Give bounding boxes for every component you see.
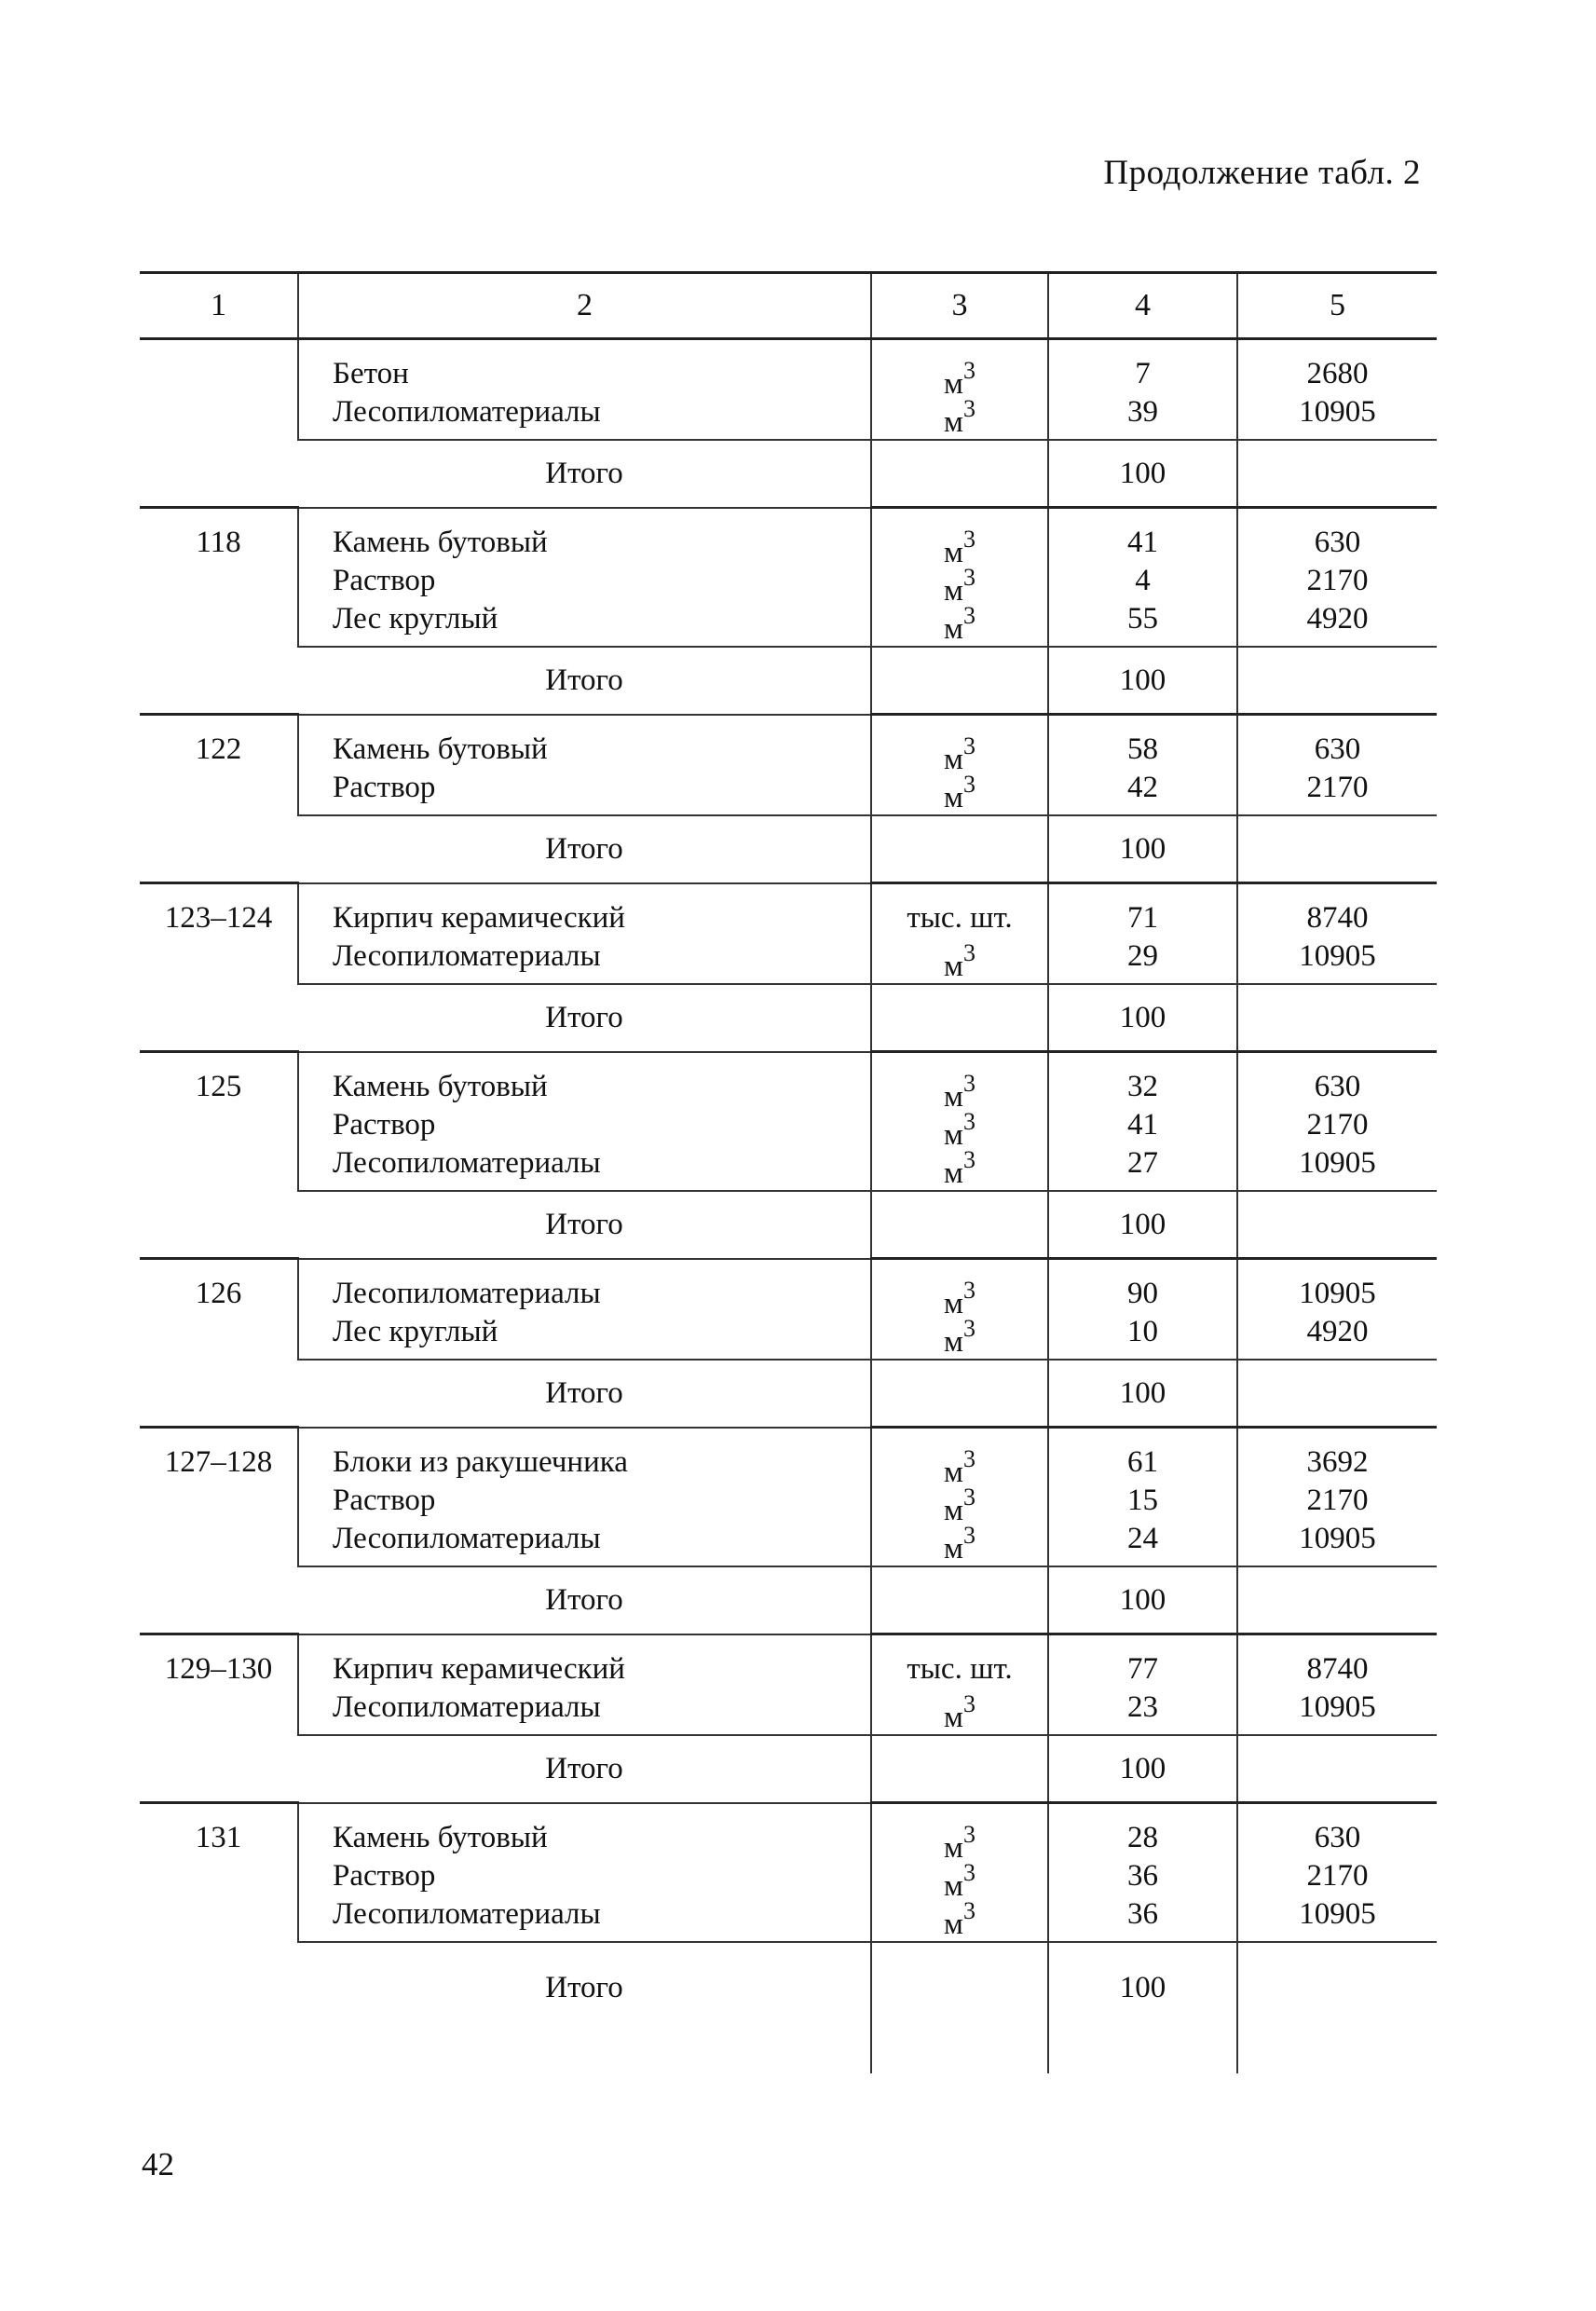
total-empty-cell: [1237, 1942, 1437, 2073]
unit-text: м: [944, 1532, 963, 1566]
material-name-cell: [298, 1634, 871, 1736]
share-value-cell: [1048, 1634, 1237, 1736]
total-empty-cell: [871, 1360, 1048, 1428]
material-name: Лесопиломатериалы: [333, 1896, 601, 1931]
group-number-text: 123–124: [164, 901, 273, 935]
share-value-cell: [1048, 339, 1237, 441]
material-name: Камень бутовый: [333, 1820, 548, 1854]
unit: [872, 1313, 1047, 1359]
material-name: Кирпич керамический: [333, 1651, 625, 1686]
total-empty-cell: [871, 647, 1048, 715]
material-name: Раствор: [333, 1107, 436, 1142]
group-number: [140, 339, 298, 508]
unit: [872, 524, 1047, 569]
share-value: 71: [1127, 901, 1158, 935]
total-empty-cell: [1237, 815, 1437, 883]
table-body: [140, 339, 1437, 2074]
unit: [872, 937, 1047, 983]
unit-exponent: 3: [962, 1277, 975, 1304]
total-value: 100: [1048, 1191, 1237, 1259]
unit-text: м: [944, 1831, 963, 1865]
material-name-cell: [298, 715, 871, 816]
unit-text: м: [944, 574, 963, 608]
price-value-cell: [1237, 1259, 1437, 1361]
group-items-row: [140, 1052, 1437, 1192]
material-name-cell: [298, 1428, 871, 1567]
price-value: 2170: [1306, 1859, 1369, 1893]
group-total-row: [140, 1942, 1437, 2073]
unit-exponent: 3: [962, 732, 975, 759]
material-name: Раствор: [333, 563, 436, 597]
unit-text: м: [944, 1494, 963, 1527]
price-value: 2170: [1306, 564, 1369, 597]
share-value: 32: [1127, 1070, 1158, 1103]
material-name: Камень бутовый: [333, 525, 548, 559]
group-items-row: [140, 508, 1437, 648]
unit-exponent: 3: [962, 1484, 975, 1511]
total-label: Итого: [545, 1971, 623, 2004]
group-number: [140, 1634, 298, 1803]
unit-text: м: [944, 1118, 963, 1152]
unit: [872, 562, 1047, 608]
unit-text: тыс. шт.: [907, 901, 1013, 935]
group-items-row: [140, 339, 1437, 441]
group-items-row: [140, 715, 1437, 816]
unit-text: м: [944, 367, 963, 401]
unit-exponent: 3: [962, 1445, 975, 1472]
price-value: 2170: [1306, 1484, 1369, 1517]
unit-text: м: [944, 1325, 963, 1359]
unit-text: м: [944, 950, 963, 983]
share-value: 4: [1135, 564, 1151, 597]
group-items-row: [140, 1803, 1437, 1943]
material-name: Бетон: [333, 357, 409, 390]
material-name: Лесопиломатериалы: [333, 1276, 601, 1310]
material-name: Лес круглый: [333, 1314, 498, 1348]
material-name: Лесопиломатериалы: [333, 1521, 601, 1555]
price-value-cell: [1237, 715, 1437, 816]
group-number: [140, 715, 298, 883]
material-name: Блоки из ракушечника: [333, 1444, 628, 1479]
unit-exponent: 3: [962, 526, 975, 553]
group-number: [140, 883, 298, 1052]
group-items-row: [140, 1259, 1437, 1361]
share-value: 10: [1127, 1315, 1158, 1348]
unit-text: тыс. шт.: [907, 1652, 1013, 1686]
price-value: 4920: [1306, 1315, 1369, 1348]
material-name: Камень бутовый: [333, 732, 548, 766]
total-empty-cell: [871, 1735, 1048, 1803]
group-total-row: [140, 440, 1437, 508]
price-value: 8740: [1306, 901, 1369, 935]
unit-cell: [871, 715, 1048, 816]
share-value: 23: [1127, 1690, 1158, 1724]
price-value-cell: [1237, 1052, 1437, 1192]
share-value-cell: [1048, 1052, 1237, 1192]
total-empty-cell: [1237, 984, 1437, 1052]
total-empty-cell: [871, 440, 1048, 508]
price-value: 10905: [1299, 1522, 1376, 1555]
unit: [872, 1106, 1047, 1152]
total-value: 100: [1048, 1566, 1237, 1634]
unit-text: м: [944, 781, 963, 814]
unit-cell: [871, 508, 1048, 648]
unit-cell: [871, 1259, 1048, 1361]
total-empty-cell: [1237, 647, 1437, 715]
unit: [872, 355, 1047, 401]
share-value: 29: [1127, 939, 1158, 973]
unit: [872, 1144, 1047, 1190]
material-name: Лесопиломатериалы: [333, 395, 601, 429]
group-number-text: 122: [195, 732, 242, 766]
total-label: Итого: [298, 440, 871, 508]
price-value-cell: [1237, 883, 1437, 985]
group-total-row: [140, 1360, 1437, 1428]
price-value: 3692: [1306, 1445, 1369, 1479]
price-value: 10905: [1299, 1277, 1376, 1310]
share-value-cell: [1048, 715, 1237, 816]
group-number-text: 129–130: [164, 1652, 273, 1686]
share-value: 7: [1135, 357, 1151, 390]
total-empty-cell: [871, 984, 1048, 1052]
price-value: 630: [1314, 526, 1361, 559]
price-value: 4920: [1306, 602, 1369, 636]
unit: [872, 1895, 1047, 1941]
unit-text: м: [944, 743, 963, 776]
unit-text: м: [944, 1080, 963, 1114]
total-label: Итого: [298, 1566, 871, 1634]
price-value: 2170: [1306, 771, 1369, 804]
share-value: 39: [1127, 395, 1158, 429]
group-number-text: 126: [195, 1277, 242, 1310]
share-value: 41: [1127, 526, 1158, 559]
material-name: Лес круглый: [333, 601, 498, 636]
table-caption: Продолжение табл. 2: [1103, 154, 1421, 192]
unit: [872, 1689, 1047, 1734]
share-value: 24: [1127, 1522, 1158, 1555]
share-value-cell: [1048, 1803, 1237, 1943]
group-number: [140, 1803, 298, 2074]
unit: [872, 1520, 1047, 1566]
material-name: Лесопиломатериалы: [333, 1689, 601, 1724]
table-header: [140, 273, 1437, 339]
total-empty-cell: [871, 815, 1048, 883]
material-name-cell: [298, 883, 871, 985]
unit: [872, 899, 1047, 937]
header-col-4: 4: [1048, 273, 1237, 339]
price-value: 2170: [1306, 1108, 1369, 1142]
group-number: [140, 1428, 298, 1634]
unit: [872, 1068, 1047, 1114]
unit-exponent: 3: [962, 1315, 975, 1342]
group-number-text: 125: [195, 1070, 242, 1103]
group-total-row: [140, 1191, 1437, 1259]
share-value: 28: [1127, 1821, 1158, 1854]
share-value: 27: [1127, 1146, 1158, 1180]
material-name-cell: [298, 508, 871, 648]
total-empty-cell: [871, 1191, 1048, 1259]
price-value-cell: [1237, 508, 1437, 648]
total-value: 100: [1048, 647, 1237, 715]
unit-text: м: [944, 1456, 963, 1489]
unit-exponent: 3: [962, 1821, 975, 1848]
unit: [872, 731, 1047, 776]
material-name: Раствор: [333, 1858, 436, 1893]
share-value: 36: [1127, 1859, 1158, 1893]
price-value-cell: [1237, 339, 1437, 441]
unit: [872, 1275, 1047, 1320]
group-items-row: [140, 883, 1437, 985]
unit-exponent: 3: [962, 1070, 975, 1097]
unit-exponent: 3: [962, 1522, 975, 1549]
unit-exponent: 3: [962, 564, 975, 591]
total-empty-cell: [1237, 1360, 1437, 1428]
header-col-2: 2: [298, 273, 871, 339]
group-total-row: [140, 984, 1437, 1052]
share-value: 55: [1127, 602, 1158, 636]
price-value: 10905: [1299, 395, 1376, 429]
group-number: [140, 508, 298, 715]
total-empty-cell: [871, 1942, 1048, 2073]
group-number: [140, 1259, 298, 1428]
unit-text: м: [944, 1908, 963, 1941]
total-empty-cell: [1237, 1566, 1437, 1634]
total-label: Итого: [298, 815, 871, 883]
header-col-5: 5: [1237, 273, 1437, 339]
price-value: 630: [1314, 1821, 1361, 1854]
group-total-row: [140, 1735, 1437, 1803]
unit-exponent: 3: [962, 602, 975, 629]
unit-cell: [871, 1803, 1048, 1943]
unit-exponent: 3: [962, 771, 975, 798]
unit-cell: [871, 1052, 1048, 1192]
materials-table: [140, 271, 1437, 2073]
total-label: Итого: [298, 647, 871, 715]
unit: [872, 600, 1047, 646]
share-value: 41: [1127, 1108, 1158, 1142]
share-value: 15: [1127, 1484, 1158, 1517]
material-name-cell: [298, 1052, 871, 1192]
share-value: 77: [1127, 1652, 1158, 1686]
material-name: Раствор: [333, 770, 436, 804]
unit-exponent: 3: [962, 1690, 975, 1717]
group-number-text: 131: [195, 1821, 242, 1854]
unit: [872, 1650, 1047, 1689]
total-value: 100: [1048, 440, 1237, 508]
unit: [872, 769, 1047, 814]
total-label: Итого: [298, 1360, 871, 1428]
unit-exponent: 3: [962, 395, 975, 422]
total-empty-cell: [871, 1566, 1048, 1634]
unit-exponent: 3: [962, 1108, 975, 1135]
unit-exponent: 3: [962, 1897, 975, 1924]
page-number: 42: [142, 2146, 174, 2182]
total-value: 100: [1048, 984, 1237, 1052]
price-value: 10905: [1299, 1897, 1376, 1931]
share-value: 42: [1127, 771, 1158, 804]
price-value-cell: [1237, 1803, 1437, 1943]
price-value-cell: [1237, 1428, 1437, 1567]
unit-text: м: [944, 405, 963, 439]
group-number: [140, 1052, 298, 1259]
material-name: Лесопиломатериалы: [333, 1145, 601, 1180]
unit-text: м: [944, 1701, 963, 1734]
share-value: 90: [1127, 1277, 1158, 1310]
share-value: 36: [1127, 1897, 1158, 1931]
price-value: 630: [1314, 732, 1361, 766]
total-label: Итого: [298, 1735, 871, 1803]
unit-cell: [871, 883, 1048, 985]
group-items-row: [140, 1634, 1437, 1736]
unit-text: м: [944, 1287, 963, 1320]
total-label: Итого: [298, 984, 871, 1052]
price-value: 10905: [1299, 1690, 1376, 1724]
price-value: 2680: [1306, 357, 1369, 390]
unit-exponent: 3: [962, 1859, 975, 1886]
group-total-row: [140, 647, 1437, 715]
material-name-cell: [298, 1803, 871, 1943]
share-value-cell: [1048, 883, 1237, 985]
total-empty-cell: [1237, 1191, 1437, 1259]
total-empty-cell: [1237, 440, 1437, 508]
price-value-cell: [1237, 1634, 1437, 1736]
total-empty-cell: [1237, 1735, 1437, 1803]
unit-text: м: [944, 1869, 963, 1903]
price-value: 8740: [1306, 1652, 1369, 1686]
material-name: Камень бутовый: [333, 1069, 548, 1103]
unit-text: м: [944, 612, 963, 646]
unit: [872, 1443, 1047, 1489]
unit: [872, 1857, 1047, 1903]
unit-cell: [871, 1634, 1048, 1736]
total-value: 100: [1048, 1735, 1237, 1803]
price-value: 630: [1314, 1070, 1361, 1103]
unit: [872, 393, 1047, 439]
material-name-cell: [298, 339, 871, 441]
group-number-text: 118: [196, 526, 241, 559]
price-value: 10905: [1299, 939, 1376, 973]
unit-text: м: [944, 1156, 963, 1190]
group-total-row: [140, 1566, 1437, 1634]
unit: [872, 1819, 1047, 1865]
total-value: 100: [1048, 1942, 1237, 2073]
unit-cell: [871, 1428, 1048, 1567]
unit-text: м: [944, 536, 963, 569]
total-value: 100: [1048, 815, 1237, 883]
share-value-cell: [1048, 1259, 1237, 1361]
group-items-row: [140, 1428, 1437, 1567]
share-value: 58: [1127, 732, 1158, 766]
unit-exponent: 3: [962, 939, 975, 966]
unit-exponent: 3: [962, 357, 975, 384]
price-value: 10905: [1299, 1146, 1376, 1180]
group-number-text: [140, 355, 297, 393]
material-name: Кирпич керамический: [333, 900, 625, 935]
group-total-row: [140, 815, 1437, 883]
material-name-cell: [298, 1259, 871, 1361]
share-value-cell: [1048, 1428, 1237, 1567]
header-col-3: 3: [871, 273, 1048, 339]
unit-cell: [871, 339, 1048, 441]
material-name: Раствор: [333, 1483, 436, 1517]
material-name: Лесопиломатериалы: [333, 938, 601, 973]
total-value: 100: [1048, 1360, 1237, 1428]
header-col-1: 1: [140, 273, 298, 339]
share-value-cell: [1048, 508, 1237, 648]
total-label: Итого: [298, 1191, 871, 1259]
unit: [872, 1482, 1047, 1527]
share-value: 61: [1127, 1445, 1158, 1479]
unit-exponent: 3: [962, 1146, 975, 1173]
group-number-text: 127–128: [164, 1445, 273, 1479]
